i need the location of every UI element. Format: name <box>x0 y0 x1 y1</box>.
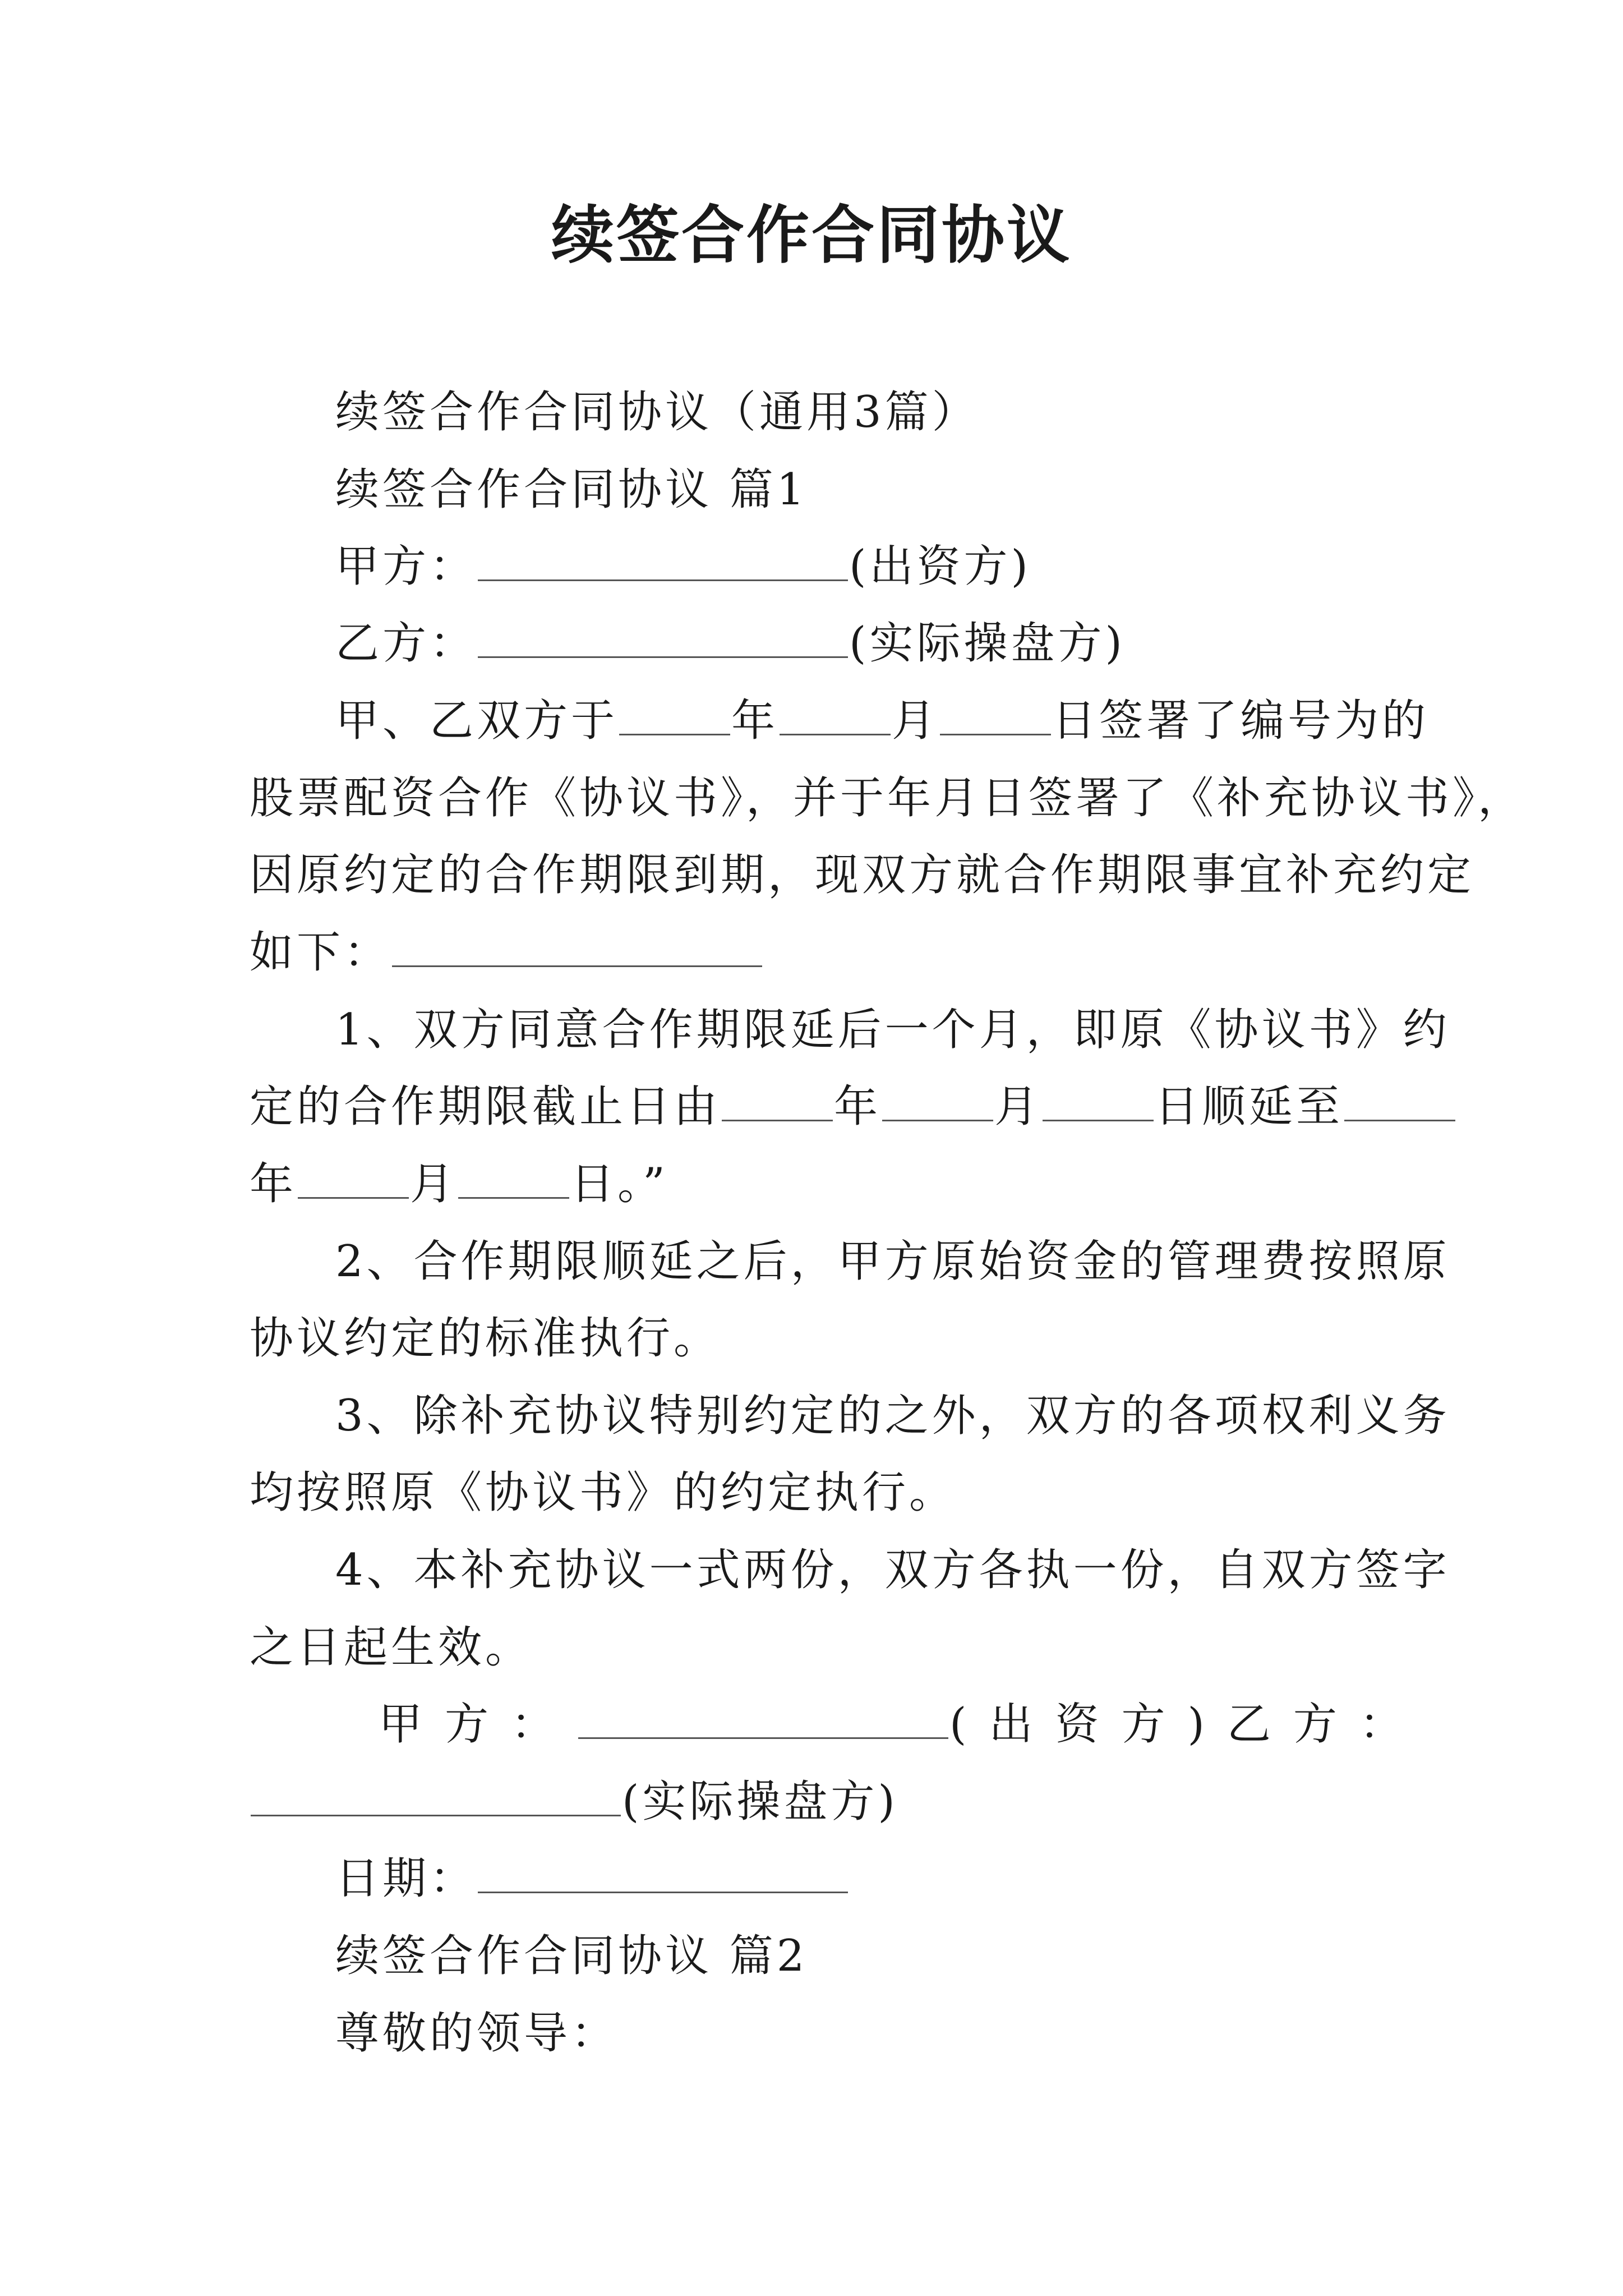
clause-text: 日。” <box>570 1159 668 1209</box>
clause2-line-1: 2、合作期限顺延之后，甲方原始资金的管理费按照原 <box>335 1236 1450 1287</box>
part2-heading: 续签合作合同协议 篇2 <box>335 1931 808 1981</box>
signature-line-2 <box>250 1774 898 1830</box>
intro-text: 如下： <box>250 927 391 978</box>
clause4-line-1: 4、本补充协议一式两份，双方各执一份，自双方签字 <box>335 1545 1450 1595</box>
clause-text: 日顺延至 <box>1155 1082 1344 1132</box>
month-blank <box>882 1080 993 1121</box>
signature-party-b: 乙方： <box>1227 1699 1426 1750</box>
document-subtitle: 续签合作合同协议（通用3篇） <box>335 387 979 438</box>
signature-line-1 <box>379 1696 1426 1752</box>
party-a-role: (出资方) <box>849 541 1031 592</box>
signature-party-b-role: (实际操盘方) <box>622 1777 898 1827</box>
year-blank <box>619 694 730 735</box>
party-a-line <box>335 539 1031 595</box>
party-b-role: (实际操盘方) <box>849 618 1126 669</box>
month-blank <box>298 1158 409 1199</box>
clause1-line-1: 1、双方同意合作期限延后一个月，即原《协议书》约 <box>335 1005 1450 1055</box>
month-label: 月 <box>892 696 939 746</box>
intro-blank <box>392 926 762 967</box>
part1-heading: 续签合作合同协议 篇1 <box>335 464 808 515</box>
year-blank <box>1344 1080 1455 1121</box>
intro-text: 日签署了编号为的 <box>1052 696 1430 746</box>
clause2-line-2: 协议约定的标准执行。 <box>250 1313 721 1364</box>
party-b-label: 乙方： <box>335 618 477 669</box>
intro-line-1 <box>335 693 1429 749</box>
month-label: 月 <box>410 1159 458 1209</box>
party-b-line <box>335 615 1126 671</box>
signature-a-blank <box>578 1698 948 1739</box>
date-label: 日期： <box>335 1853 477 1904</box>
clause1-line-2 <box>250 1079 1456 1135</box>
clause3-line-2: 均按照原《协议书》的约定执行。 <box>250 1467 957 1518</box>
clause1-line-3 <box>250 1156 668 1212</box>
party-b-blank <box>478 617 848 658</box>
year-blank <box>722 1080 833 1121</box>
intro-line-3: 因原约定的合作期限到期，现双方就合作期限事宜补充约定 <box>250 850 1475 900</box>
year-label: 年 <box>731 696 779 746</box>
signature-b-blank <box>251 1775 621 1816</box>
year-label: 年 <box>250 1159 297 1209</box>
date-blank <box>478 1852 848 1893</box>
clause4-line-2: 之日起生效。 <box>250 1622 533 1673</box>
clause-text: 定的合作期限截止日由 <box>250 1082 721 1132</box>
day-blank <box>1043 1080 1154 1121</box>
year-label: 年 <box>834 1082 882 1132</box>
month-label: 月 <box>994 1082 1042 1132</box>
document-title: 续签合作合同协议 <box>551 199 1072 272</box>
intro-text: 甲、乙双方于 <box>335 696 619 746</box>
intro-line-2: 股票配资合作《协议书》，并于年月日签署了《补充协议书》， <box>250 773 1525 823</box>
signature-party-a: 甲方： <box>379 1699 578 1750</box>
salutation: 尊敬的领导： <box>335 2008 619 2059</box>
clause3-line-1: 3、除补充协议特别约定的之外，双方的各项权利义务 <box>335 1391 1450 1441</box>
intro-line-4 <box>250 924 763 981</box>
party-a-blank <box>478 540 848 581</box>
month-blank <box>780 694 891 735</box>
signature-party-a-role: (出资方) <box>949 1699 1227 1750</box>
day-blank <box>940 694 1051 735</box>
day-blank <box>458 1158 569 1199</box>
date-line <box>335 1851 849 1907</box>
party-a-label: 甲方： <box>335 541 477 592</box>
